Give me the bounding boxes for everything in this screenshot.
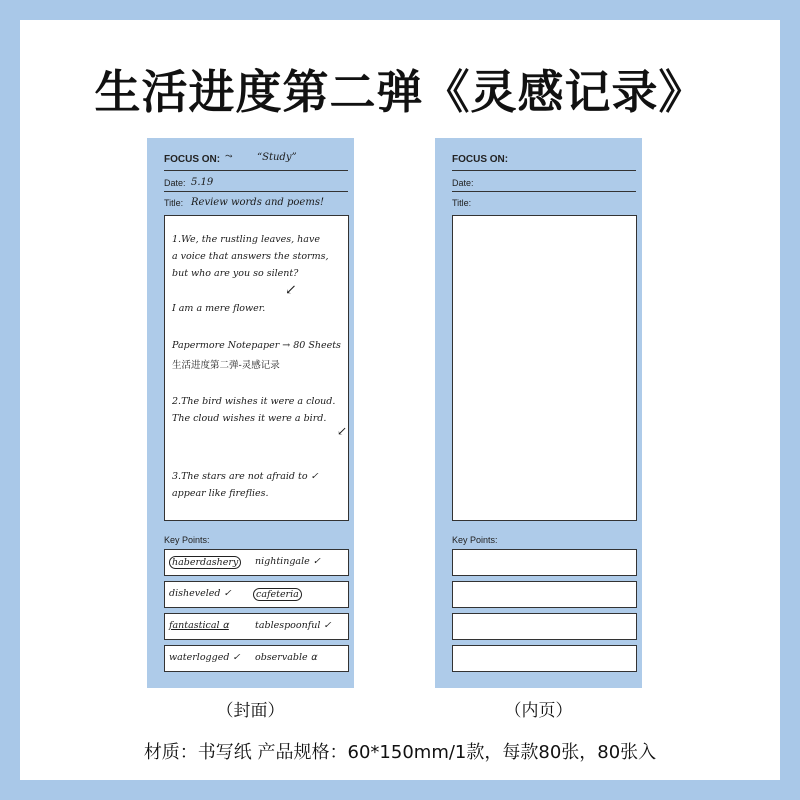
note-line: 3.The stars are not afraid to ✓ bbox=[172, 471, 319, 482]
key-points-label: Key Points: bbox=[452, 535, 498, 545]
key-point-row bbox=[164, 613, 349, 640]
key-point-word: nightingale ✓ bbox=[255, 556, 321, 567]
note-line: 1.We, the rustling leaves, have bbox=[172, 234, 320, 245]
note-line: appear like fireflies. bbox=[172, 488, 269, 499]
key-point-word: cafeteria bbox=[253, 588, 302, 601]
focus-on-label: FOCUS ON: bbox=[164, 154, 221, 165]
key-point-word: fantastical ⍺ bbox=[169, 620, 229, 631]
notes-box bbox=[452, 215, 637, 521]
arrow-icon: ⤳ bbox=[225, 152, 233, 162]
title-label: Title: bbox=[164, 198, 184, 208]
squiggle-arrow-icon: ↙ bbox=[337, 424, 348, 438]
note-line: a voice that answers the storms, bbox=[172, 251, 329, 262]
note-line: 2.The bird wishes it were a cloud. bbox=[172, 396, 336, 407]
key-point-row bbox=[452, 581, 637, 608]
title-label: Title: bbox=[452, 198, 472, 208]
note-line: 生活进度第二弹-灵感记录 bbox=[172, 360, 280, 371]
note-line: I am a mere flower. bbox=[172, 303, 266, 314]
date-rule bbox=[164, 191, 348, 192]
key-point-row bbox=[452, 645, 637, 672]
key-point-word: observable ⍺ bbox=[255, 652, 317, 663]
key-point-word: tablespoonful ✓ bbox=[255, 620, 332, 631]
curved-arrow-icon: ↙ bbox=[285, 282, 297, 298]
spec-footer: 材质：书写纸 产品规格：60*150mm/1款，每款80张，80张入 bbox=[143, 742, 657, 763]
focus-rule bbox=[452, 170, 636, 171]
key-points-label: Key Points: bbox=[164, 535, 210, 545]
page-title: 生活进度第二弹《灵感记录》 bbox=[94, 65, 706, 119]
date-value: 5.19 bbox=[191, 177, 214, 188]
focus-rule bbox=[164, 170, 348, 171]
date-label: Date: bbox=[164, 178, 186, 188]
key-point-word: disheveled ✓ bbox=[169, 588, 232, 599]
date-rule bbox=[452, 191, 636, 192]
cover-notepad bbox=[147, 138, 354, 688]
inner-notepad bbox=[435, 138, 642, 688]
key-point-row bbox=[164, 581, 349, 608]
key-point-row bbox=[164, 645, 349, 672]
inner-caption: （内页） bbox=[504, 701, 573, 721]
notes-box bbox=[164, 215, 349, 521]
key-point-row bbox=[452, 613, 637, 640]
key-point-row bbox=[452, 549, 637, 576]
focus-on-label: FOCUS ON: bbox=[452, 154, 509, 165]
key-point-word: haberdashery bbox=[169, 556, 241, 569]
focus-value: “Study” bbox=[257, 152, 297, 163]
key-point-row bbox=[164, 549, 349, 576]
cover-caption: （封面） bbox=[216, 701, 285, 721]
date-label: Date: bbox=[452, 178, 474, 188]
note-line: but who are you so silent? bbox=[172, 268, 299, 279]
product-card bbox=[20, 20, 780, 780]
note-line: Papermore Notepaper → 80 Sheets bbox=[172, 340, 341, 351]
title-value: Review words and poems! bbox=[191, 197, 324, 208]
key-point-word: waterlogged ✓ bbox=[169, 652, 241, 663]
note-line: The cloud wishes it were a bird. bbox=[172, 413, 327, 424]
